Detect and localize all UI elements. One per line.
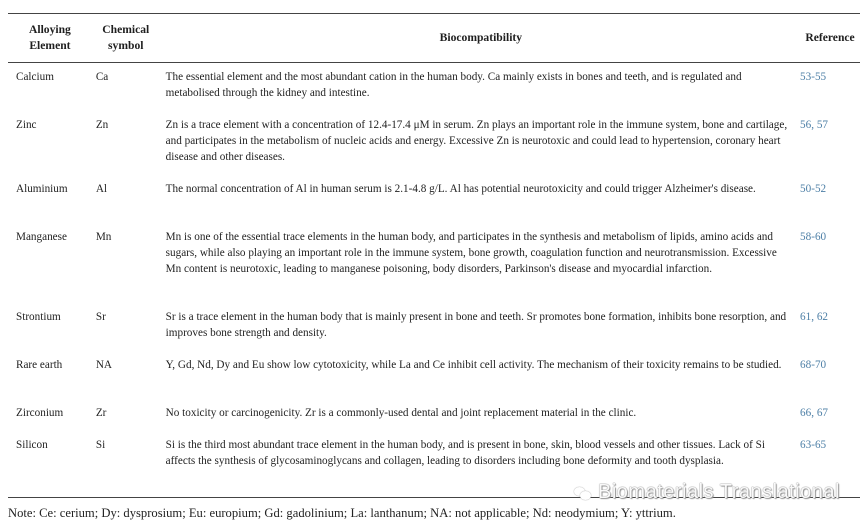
reference-separator: ,: [811, 407, 817, 419]
reference-link[interactable]: 67: [816, 407, 829, 419]
cell-reference: [800, 351, 860, 399]
cell-reference: [800, 303, 860, 351]
reference-link[interactable]: 53-55: [800, 71, 827, 83]
table-body: [8, 63, 860, 496]
cell-biocompatibility: The normal concentration of Al in human serum is 2.1-4.8 g/L. Al has potential neurotoxicity and could trigger Alzheimer's disease.: [165, 183, 756, 195]
cell-symbol: NA: [95, 359, 113, 371]
reference-link[interactable]: 66: [800, 407, 812, 419]
cell-biocompatibility: The essential element and the most abundant cation in the human body. Ca mainly exists in bones and teeth, and is regulated and metabolised through the kidney and intestine.: [165, 71, 742, 99]
cell-reference: [800, 111, 860, 175]
reference-link[interactable]: 61: [800, 311, 812, 323]
cell-symbol: Zn: [95, 119, 109, 131]
table-row: [8, 399, 860, 431]
reference-link[interactable]: 50-52: [800, 183, 827, 195]
reference-separator: ,: [811, 119, 817, 131]
cell-element: Aluminium: [16, 183, 68, 195]
cell-symbol: Ca: [95, 71, 109, 83]
header-alloying-element: Alloying Element: [8, 14, 90, 63]
table-row: [8, 351, 860, 399]
reference-link[interactable]: 68-70: [800, 359, 827, 371]
wechat-icon: [574, 486, 592, 500]
cell-symbol: Si: [95, 439, 106, 451]
reference-link[interactable]: 56: [800, 119, 812, 131]
cell-symbol: Zr: [95, 407, 107, 419]
cell-element: Rare earth: [16, 359, 63, 371]
cell-biocompatibility: Si is the third most abundant trace element in the human body, and is present in bone, skin, blood vessels and other tissues. Lack of Si affects the synthesis of glycosaminoglycans and collagen, leading to disorders including bone deformity and tooth dysplasia.: [165, 439, 765, 467]
cell-element: Zirconium: [16, 407, 64, 419]
cell-biocompatibility: Mn is one of the essential trace elements in the human body, and participates in the synthesis and metabolism of lipids, amino acids and sugars, while also playing an important role in the immune system, bone growth, coagulation function and neurotransmission. Excessive Mn content is neurotoxic, leading to manganese poisoning, body disorders, Parkinson's disease and myocardial infarction.: [165, 231, 777, 275]
watermark-text: Biomaterials Translational: [598, 481, 840, 503]
cell-biocompatibility: No toxicity or carcinogenicity. Zr is a commonly-used dental and joint replacement material in the clinic.: [165, 407, 637, 419]
cell-element: Strontium: [16, 311, 61, 323]
table-row: [8, 111, 860, 175]
cell-symbol: Al: [95, 183, 108, 195]
table-row: [8, 303, 860, 351]
cell-reference: [800, 175, 860, 223]
cell-element: Silicon: [16, 439, 48, 451]
watermark: [574, 481, 840, 504]
cell-biocompatibility: Zn is a trace element with a concentration of 12.4-17.4 μM in serum. Zn plays an important role in the immune system, bone and cartilage, and participates in the metabolism of nucleic acids and energy. Excessive Zn is neurotoxic and could lead to hypertension, coronary heart disease and other diseases.: [165, 119, 788, 163]
header-row: [8, 14, 860, 63]
cell-biocompatibility: Sr is a trace element in the human body that is mainly present in bone and teeth. Sr promotes bone formation, inhibits bone resorption, and improves bone strength and density.: [165, 311, 787, 339]
reference-separator: ,: [811, 311, 817, 323]
cell-element: Calcium: [16, 71, 54, 83]
table-row: [8, 175, 860, 223]
table-note: Note: Ce: cerium; Dy: dysprosium; Eu: europium; Gd: gadolinium; La: lanthanum; NA: not applicable; Nd: neodymium; Y: yttrium.: [8, 497, 860, 522]
header-reference: Reference: [800, 14, 860, 63]
cell-biocompatibility: Y, Gd, Nd, Dy and Eu show low cytotoxicity, while La and Ce inhibit cell activity. The mechanism of their toxicity remains to be studied.: [165, 359, 782, 371]
table-row: [8, 63, 860, 112]
table-row: [8, 223, 860, 303]
cell-reference: [800, 63, 860, 112]
table-header: [8, 14, 860, 63]
cell-symbol: Mn: [95, 231, 112, 243]
header-biocompatibility: Biocompatibility: [162, 14, 800, 63]
reference-link[interactable]: 62: [816, 311, 829, 323]
reference-link[interactable]: 58-60: [800, 231, 827, 243]
header-chemical-symbol: Chemical symbol: [90, 14, 162, 63]
cell-element: Zinc: [16, 119, 37, 131]
cell-symbol: Sr: [95, 311, 106, 323]
reference-link[interactable]: 57: [816, 119, 829, 131]
cell-reference: [800, 223, 860, 303]
cell-reference: [800, 399, 860, 431]
reference-link[interactable]: 63-65: [800, 439, 827, 451]
cell-element: Manganese: [16, 231, 67, 243]
alloying-elements-table: [8, 14, 860, 495]
